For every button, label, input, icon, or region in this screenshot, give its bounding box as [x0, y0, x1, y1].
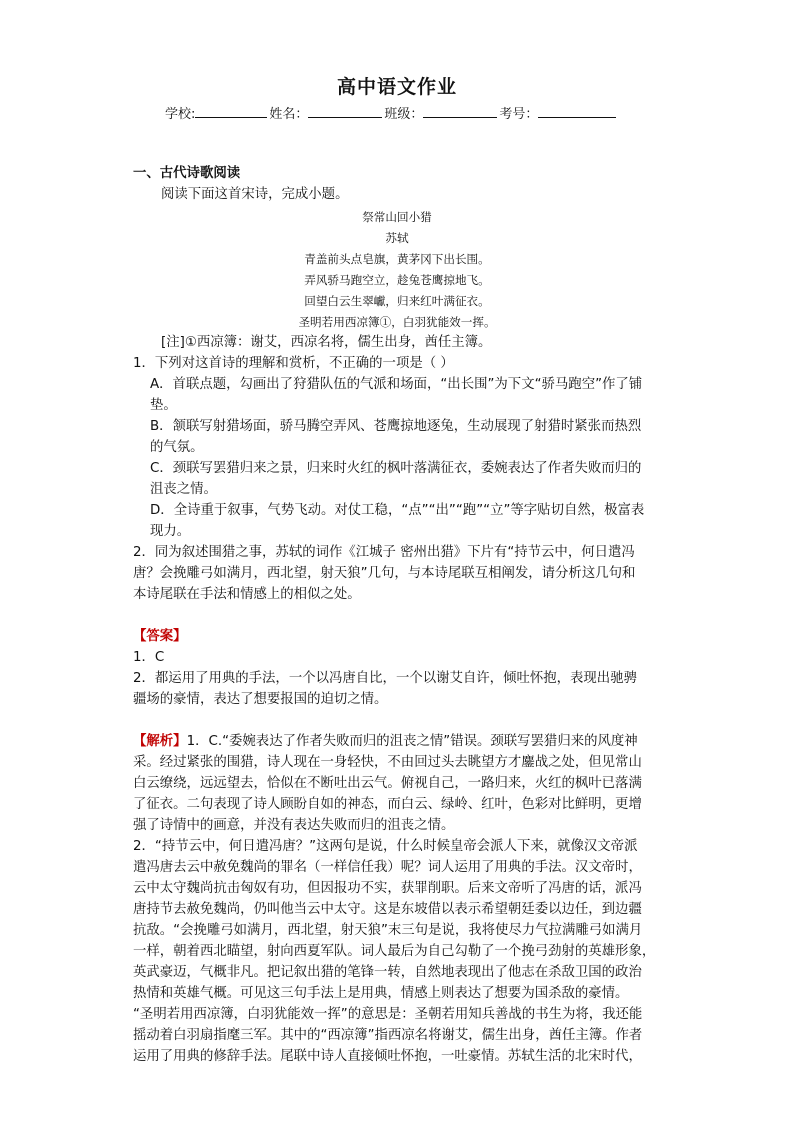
poem-author: 苏轼 [385, 231, 409, 245]
section-heading: 一、古代诗歌阅读 [133, 166, 241, 181]
question-2-line: 2．同为叙述围猎之事，苏轼的词作《江城子 密州出猎》下片有“持节云中，何日遣冯 [133, 545, 635, 560]
name-label: 姓名： [269, 107, 309, 122]
analysis-line: 运用了用典的修辞手法。尾联中诗人直接倾吐怀抱，一吐豪情。苏轼生活的北宋时代， [133, 1049, 642, 1064]
analysis-line: 热情和英雄气概。可见这三句手法上是用典，情感上则表达了想要为国杀敌的豪情。 [133, 986, 629, 1001]
option-c: C．颈联写罢猎归来之景，归来时火红的枫叶落满征衣，委婉表达了作者失败而归的 [150, 461, 642, 476]
analysis-line: 了征衣。二句表现了诗人顾盼自如的神态，而白云、绿岭、红叶，色彩对比鲜明，更增 [133, 797, 642, 812]
poem-line: 圣明若用西凉簿①，白羽犹能效一挥。 [298, 315, 496, 329]
analysis-line: 2．“持节云中，何日遣冯唐？”这两句是说，什么时候皇帝会派人下来，就像汉文帝派 [133, 839, 638, 854]
option-d: D．全诗重于叙事，气势飞动。对仗工稳，“点”“出”“跑”“立”等字贴切自然，极富表 [150, 503, 645, 518]
analysis-line: 一样，朝着西北瞄望，射向西夏军队。词人最后为自己勾勒了一个挽弓劲射的英雄形象， [133, 944, 656, 959]
class-label: 班级： [384, 107, 424, 122]
analysis-line: 云中太守魏尚抗击匈奴有功，但因报功不实，获罪削职。后来文帝听了冯唐的话，派冯 [133, 881, 642, 896]
answer-2: 2．都运用了用典的手法，一个以冯唐自比，一个以谢艾自许，倾吐怀抱，表现出驰骋 [133, 671, 637, 686]
analysis-first-line [133, 731, 638, 752]
analysis-line: “圣明若用西凉簿，白羽犹能效一挥”的意思是：圣朝若用知兵善战的书生为将，我还能 [133, 1007, 643, 1022]
analysis-label: 【解析】 [133, 734, 187, 749]
exam-number-blank [538, 103, 616, 118]
name-blank [308, 103, 382, 118]
poem-line: 回望白云生翠巘，归来红叶满征衣。 [304, 294, 490, 308]
analysis-line: 采。经过紧张的围猎，诗人现在一身轻快，不由回过头去眺望方才鏖战之处，但见常山 [133, 755, 642, 770]
poem-line: 弄风骄马跑空立，趁兔苍鹰掠地飞。 [304, 273, 490, 287]
analysis-line: 摇动着白羽扇指麾三军。其中的“西凉簿”指西凉名将谢艾，儒生出身，酋任主簿。作者 [133, 1028, 643, 1043]
analysis-line: 遣冯唐去云中赦免魏尚的罪名（一样信任我）呢？词人运用了用典的手法。汉文帝时， [133, 860, 642, 875]
section-intro: 阅读下面这首宋诗，完成小题。 [161, 187, 349, 202]
poem-note: [注]①西凉簿：谢艾，西凉名将，儒生出身，酋任主簿。 [161, 335, 492, 350]
option-a-cont: 垫。 [150, 398, 177, 413]
option-c-cont: 沮丧之情。 [150, 482, 217, 497]
page-title: 高中语文作业 [336, 76, 457, 98]
option-d-cont: 现力。 [150, 524, 191, 539]
option-b-cont: 的气氛。 [150, 440, 204, 455]
answer-1: 1．C [133, 650, 165, 665]
analysis-line: 1．C.“委婉表达了作者失败而归的沮丧之情”错误。颈联写罢猎归来的风度神 [186, 734, 638, 749]
class-blank [423, 103, 497, 118]
option-b: B．颔联写射猎场面，骄马腾空弄风、苍鹰掠地逐兔，生动展现了射猎时紧张而热烈 [150, 419, 642, 434]
answer-label: 【答案】 [133, 629, 187, 644]
analysis-line: 强了诗情中的画意，并没有表达失败而归的沮丧之情。 [133, 818, 455, 833]
option-a: A．首联点题，勾画出了狩猎队伍的气派和场面，“出长围”为下文“骄马跑空”作了铺 [150, 377, 643, 392]
analysis-line: 唐持节去赦免魏尚，仍叫他当云中太守。这是东坡借以表示希望朝廷委以边任，到边疆 [133, 902, 642, 917]
poem-title: 祭常山回小猎 [362, 210, 432, 224]
analysis-line: 抗敌。“会挽雕弓如满月，西北望，射天狼”末三句是说，我将使尽力气拉满雕弓如满月 [133, 923, 643, 938]
question-2-line: 唐？会挽雕弓如满月，西北望，射天狼”几句，与本诗尾联互相阐发，请分析这几句和 [133, 566, 636, 581]
analysis-line: 英武豪迈，气概非凡。把记叙出猎的笔锋一转，自然地表现出了他志在杀敌卫国的政治 [133, 965, 642, 980]
question-1-stem: 1．下列对这首诗的理解和赏析，不正确的一项是（ ） [133, 356, 454, 371]
school-blank [195, 103, 267, 118]
exam-number-label: 考号： [499, 107, 539, 122]
student-info-line [165, 103, 618, 122]
poem-line: 青盖前头点皂旗，黄茅冈下出长围。 [304, 252, 490, 266]
analysis-line: 白云缭绕，远远望去，恰似在不断吐出云气。俯视自己，一路归来，火红的枫叶已落满 [133, 776, 642, 791]
answer-2-cont: 疆场的豪情，表达了想要报国的迫切之情。 [133, 692, 388, 707]
question-2-line: 本诗尾联在手法和情感上的相似之处。 [133, 587, 361, 602]
school-label: 学校: [165, 107, 196, 122]
